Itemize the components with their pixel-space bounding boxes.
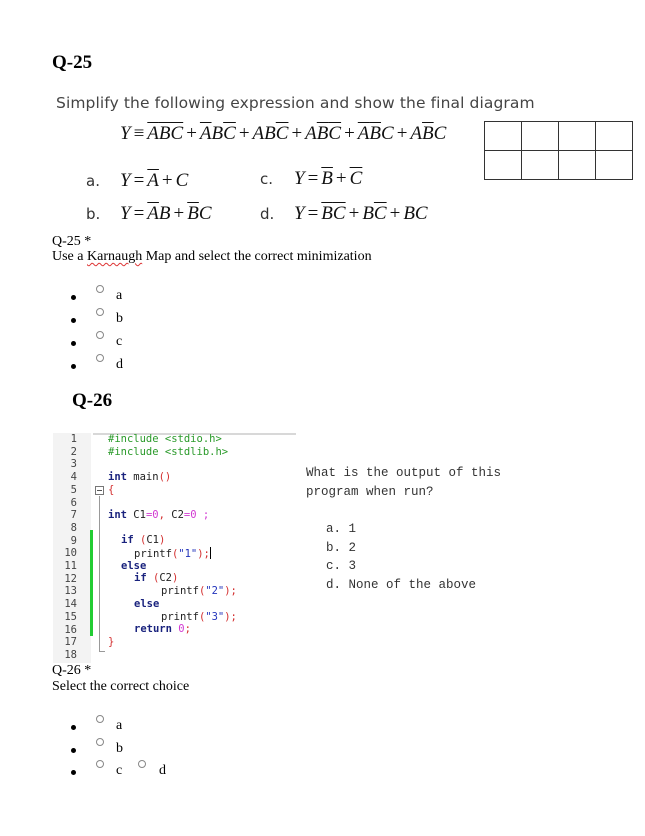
- q25-option-a: a. $Y = \overline{A} + C$: [86, 170, 189, 191]
- variable: A: [252, 123, 265, 144]
- kmap-cell: [485, 151, 522, 180]
- code-line-1: #include <stdio.h>: [108, 433, 222, 445]
- bullet-icon: [71, 725, 76, 730]
- code-line-16: return 0;: [134, 623, 191, 635]
- code-line-10: printf("1");: [134, 548, 210, 560]
- line-number: 4: [70, 471, 77, 484]
- code-line-5: {: [108, 484, 115, 496]
- choice-label: d: [116, 357, 123, 372]
- line-number: 13: [64, 585, 77, 598]
- variable: A: [305, 123, 317, 144]
- plus-operator: +: [291, 123, 303, 144]
- line-number: 9: [70, 534, 77, 547]
- kmap-cell: [485, 122, 522, 151]
- kmap-cell: [596, 151, 633, 180]
- code-editor-screenshot: [53, 433, 296, 663]
- q26-question-label: Q-26 *: [52, 663, 92, 678]
- variable: $\overline{B}$: [369, 123, 382, 144]
- kmap-cell: [522, 122, 559, 151]
- bullet-icon: [71, 341, 76, 346]
- line-number: 10: [64, 547, 77, 560]
- bullet-icon: [71, 770, 76, 775]
- line-number-gutter: [53, 433, 91, 663]
- question-text-part: Map and select the correct minimization: [142, 249, 372, 264]
- q26-prompt-line-2: program when run?: [306, 485, 434, 499]
- kmap-cell: [522, 151, 559, 180]
- q26-option-d: d. None of the above: [326, 578, 477, 592]
- variable: $\overline{C}$: [275, 123, 289, 144]
- code-line-12: if (C2): [134, 572, 179, 584]
- fold-guide-end: [99, 651, 105, 652]
- kmap-cell: [559, 122, 596, 151]
- bullet-icon: [71, 748, 76, 753]
- code-line-14: else: [134, 598, 160, 610]
- choice-label: d: [159, 763, 166, 778]
- variable: $\overline{B}$: [422, 123, 434, 144]
- option-b-label: b.: [86, 205, 101, 223]
- variable: $\overline{B}$: [158, 123, 171, 144]
- variable: $\overline{C}$: [328, 123, 342, 144]
- option-d-label: d.: [260, 205, 275, 223]
- radio-button[interactable]: [96, 760, 104, 768]
- line-number: 5: [70, 483, 77, 496]
- variable: B: [264, 123, 276, 144]
- plus-operator: +: [186, 123, 197, 144]
- line-number: 8: [70, 521, 77, 534]
- plus-operator: +: [238, 123, 250, 144]
- choice-label: c: [116, 334, 123, 349]
- variable: A: [410, 123, 423, 144]
- line-number: 2: [70, 445, 77, 458]
- line-number: 16: [64, 623, 77, 636]
- change-indicator-bar: [90, 530, 93, 636]
- q26-option-a: a. 1: [326, 522, 357, 536]
- q25-question-text: [52, 249, 372, 264]
- code-line-11: else: [121, 560, 147, 572]
- option-a-label: a.: [86, 172, 100, 190]
- line-number: 18: [64, 648, 77, 661]
- radio-button[interactable]: [96, 331, 104, 339]
- kmap-cell: [596, 122, 633, 151]
- q26-option-b: b. 2: [326, 541, 357, 555]
- bullet-icon: [71, 295, 76, 300]
- fold-guide-line: [99, 496, 100, 651]
- choice-label: a: [116, 288, 123, 303]
- variable: $\overline{A}$: [199, 123, 212, 144]
- code-line-17: }: [108, 636, 115, 648]
- plus-operator: +: [344, 123, 355, 144]
- q25-option-c: c. $Y = \overline{B} + \overline{C}$: [260, 168, 363, 189]
- variable: C: [381, 123, 394, 144]
- code-line-13: printf("2");: [161, 585, 237, 597]
- collapse-icon: [95, 486, 104, 495]
- variable: $\overline{C}$: [170, 123, 184, 144]
- line-number: 17: [64, 636, 77, 649]
- variable: B: [211, 123, 224, 144]
- line-number: 1: [70, 433, 77, 445]
- q26-option-c: c. 3: [326, 559, 357, 573]
- radio-button[interactable]: [96, 715, 104, 723]
- q26-heading: Q-26: [72, 390, 113, 411]
- radio-button[interactable]: [96, 308, 104, 316]
- variable: $\overline{C}$: [223, 123, 236, 144]
- code-line-15: printf("3");: [161, 611, 237, 623]
- code-line-4: int main(): [108, 471, 172, 483]
- choice-label: c: [116, 763, 123, 778]
- choice-label: a: [116, 718, 123, 733]
- radio-button[interactable]: [138, 760, 146, 768]
- plus-operator: +: [396, 123, 408, 144]
- variable: C: [433, 123, 447, 144]
- q25-heading: Q-25: [52, 52, 93, 73]
- karnaugh-map-grid: [484, 121, 633, 180]
- code-line-2: #include <stdlib.h>: [108, 446, 229, 458]
- line-number: 7: [70, 509, 77, 522]
- expr-terms: [147, 123, 446, 144]
- q26-question-text: Select the correct choice: [52, 679, 190, 694]
- q25-question-label: Q-25 *: [52, 234, 92, 249]
- radio-button[interactable]: [96, 738, 104, 746]
- expr-equiv: ≡: [133, 123, 145, 144]
- q25-expression: [120, 123, 446, 145]
- line-number: 12: [64, 572, 77, 585]
- code-line-7: int C1=0, C2=0 ;: [108, 509, 210, 521]
- line-number: 11: [64, 560, 77, 572]
- radio-button[interactable]: [96, 354, 104, 362]
- question-text-part: Use a: [52, 249, 87, 264]
- variable: $\overline{B}$: [316, 123, 329, 144]
- kmap-cell: [559, 151, 596, 180]
- q26-prompt-line-1: What is the output of this: [306, 466, 502, 480]
- code-line-9: if (C1): [121, 534, 166, 546]
- q25-option-b: b. $Y = \overline{A}B + \overline{B}C$: [86, 203, 212, 224]
- variable: $\overline{A}$: [357, 123, 370, 144]
- choice-label: b: [116, 741, 123, 756]
- expr-lhs: Y: [120, 123, 131, 144]
- misspelled-word: Karnaugh: [87, 249, 143, 264]
- q25-instruction: Simplify the following expression and show the final diagram: [56, 94, 535, 112]
- text-cursor: [210, 547, 211, 559]
- line-number: 15: [64, 610, 77, 623]
- line-number: 3: [70, 458, 77, 471]
- option-c-label: c.: [260, 170, 274, 188]
- choice-label: b: [116, 311, 123, 326]
- line-number: 14: [64, 598, 77, 611]
- bullet-icon: [71, 364, 76, 369]
- line-number: 6: [70, 496, 77, 509]
- variable: $\overline{A}$: [147, 123, 159, 144]
- bullet-icon: [71, 318, 76, 323]
- q25-option-d: d. $Y = \overline{B}\overline{C} + B\overline{C}$ + BC: [260, 203, 428, 224]
- radio-button[interactable]: [96, 285, 104, 293]
